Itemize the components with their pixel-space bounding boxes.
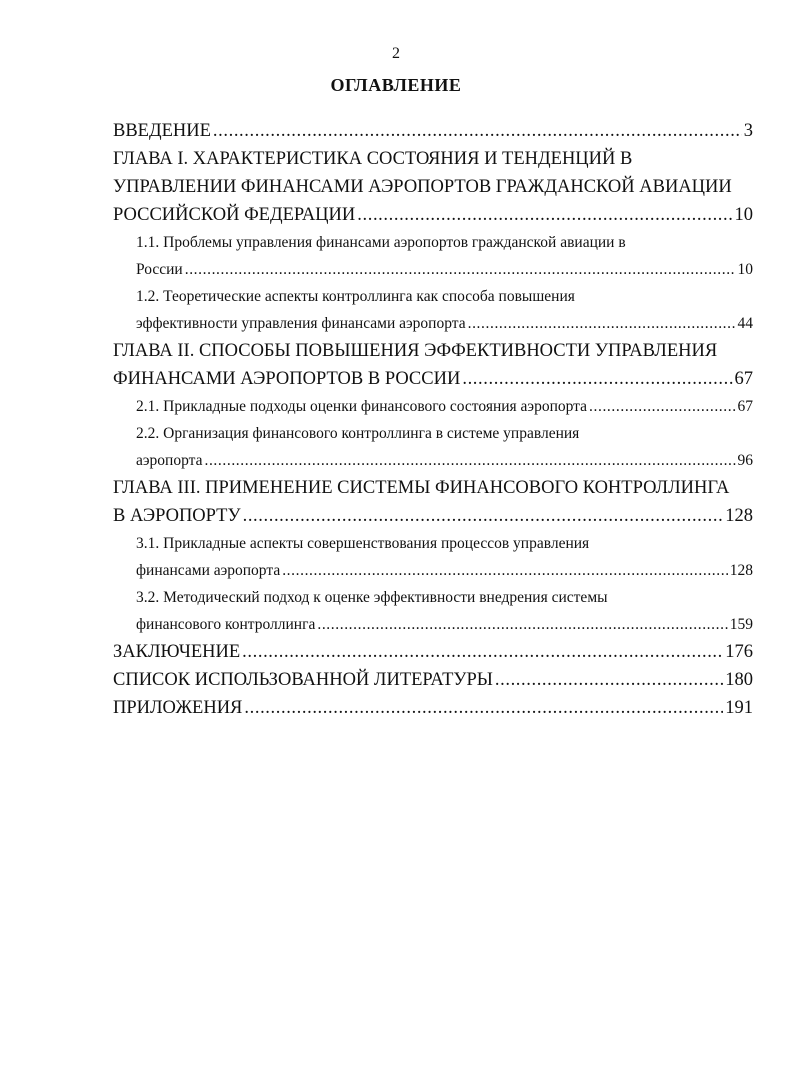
toc-entry-page: 176 <box>725 642 753 662</box>
toc-dot-leader <box>244 694 723 722</box>
toc-dot-leader <box>357 201 732 229</box>
toc-dot-leader <box>242 638 723 666</box>
toc-entry-title: 3.1. Прикладные аспекты совершенствования процессов управления <box>136 535 590 552</box>
toc-section-3-1-line-2[interactable] <box>113 557 753 584</box>
toc-entry-page: 3 <box>743 121 753 141</box>
toc-entry-intro[interactable] <box>113 117 753 145</box>
toc-section-2-1[interactable] <box>113 393 753 420</box>
toc-entry-title: СПИСОК ИСПОЛЬЗОВАННОЙ ЛИТЕРАТУРЫ <box>113 670 493 690</box>
toc-chapter-1-line-3[interactable] <box>113 201 753 229</box>
toc-section-3-2-line-1[interactable] <box>113 584 753 611</box>
toc-entry-title: 2.1. Прикладные подходы оценки финансового состояния аэропорта <box>136 398 588 415</box>
page-number: 2 <box>392 45 400 62</box>
toc-entry-title: ПРИЛОЖЕНИЯ <box>113 698 243 718</box>
toc-entry-page: 128 <box>729 562 753 579</box>
toc-chapter-1-line-2[interactable] <box>113 173 753 201</box>
toc-entry-appendix[interactable] <box>113 694 753 722</box>
toc-entry-title: ГЛАВА II. СПОСОБЫ ПОВЫШЕНИЯ ЭФФЕКТИВНОСТИ УПРАВЛЕНИЯ <box>113 341 718 361</box>
toc-chapter-2-line-2[interactable] <box>113 365 753 393</box>
toc-dot-leader <box>468 310 736 337</box>
toc-dot-leader <box>317 611 727 638</box>
toc-entry-title: ЗАКЛЮЧЕНИЕ <box>113 642 241 662</box>
toc-section-1-2-line-2[interactable] <box>113 310 753 337</box>
toc-entry-title: ГЛАВА III. ПРИМЕНЕНИЕ СИСТЕМЫ ФИНАНСОВОГО КОНТРОЛЛИНГА <box>113 478 730 498</box>
toc-section-1-2-line-1[interactable] <box>113 283 753 310</box>
toc-entry-page: 191 <box>725 698 753 718</box>
toc-entry-title: 1.2. Теоретические аспекты контроллинга как способа повышения <box>136 288 575 305</box>
toc-entry-page: 10 <box>734 205 753 225</box>
toc-dot-leader <box>213 117 742 145</box>
toc-entry-page: 96 <box>737 452 753 469</box>
toc-entry-title: аэропорта <box>136 452 203 469</box>
toc-entry-page: 159 <box>729 616 753 633</box>
toc-section-2-2-line-1[interactable] <box>113 420 753 447</box>
toc-entry-title: РОССИЙСКОЙ ФЕДЕРАЦИИ <box>113 205 356 225</box>
toc-entry-title: ФИНАНСАМИ АЭРОПОРТОВ В РОССИИ <box>113 369 461 389</box>
toc-entry-title: В АЭРОПОРТУ <box>113 506 241 526</box>
toc-entry-title: ГЛАВА I. ХАРАКТЕРИСТИКА СОСТОЯНИЯ И ТЕНДЕНЦИЙ В <box>113 149 633 169</box>
toc-entry-page: 128 <box>725 506 753 526</box>
toc-entry-title: финансового контроллинга <box>136 616 316 633</box>
toc-dot-leader <box>243 502 724 530</box>
table-of-contents <box>113 117 753 722</box>
toc-entry-page: 10 <box>737 261 753 278</box>
toc-entry-title: России <box>136 261 183 278</box>
toc-entry-conclusion[interactable] <box>113 638 753 666</box>
page-title: ОГЛАВЛЕНИЕ <box>330 75 462 95</box>
toc-chapter-3-line-2[interactable] <box>113 502 753 530</box>
toc-chapter-1-line-1[interactable] <box>113 145 753 173</box>
toc-entry-title: 3.2. Методический подход к оценке эффективности внедрения системы <box>136 589 608 606</box>
toc-section-3-2-line-2[interactable] <box>113 611 753 638</box>
toc-entry-title: 2.2. Организация финансового контроллинга в системе управления <box>136 425 580 442</box>
toc-section-3-1-line-1[interactable] <box>113 530 753 557</box>
toc-entry-references[interactable] <box>113 666 753 694</box>
toc-entry-page: 44 <box>737 315 753 332</box>
toc-dot-leader <box>589 393 735 420</box>
toc-dot-leader <box>185 256 736 283</box>
toc-entry-title: УПРАВЛЕНИИ ФИНАНСАМИ АЭРОПОРТОВ ГРАЖДАНСКОЙ АВИАЦИИ <box>113 177 732 197</box>
toc-section-2-2-line-2[interactable] <box>113 447 753 474</box>
toc-entry-page: 180 <box>725 670 753 690</box>
toc-dot-leader <box>204 447 735 474</box>
toc-entry-page: 67 <box>737 398 753 415</box>
toc-entry-page: 67 <box>734 369 753 389</box>
toc-entry-title: 1.1. Проблемы управления финансами аэропортов гражданской авиации в <box>136 234 626 251</box>
toc-chapter-3-line-1[interactable] <box>113 474 753 502</box>
toc-entry-title: финансами аэропорта <box>136 562 281 579</box>
toc-chapter-2-line-1[interactable] <box>113 337 753 365</box>
toc-section-1-1-line-1[interactable] <box>113 229 753 256</box>
toc-dot-leader <box>495 666 723 694</box>
toc-entry-title: ВВЕДЕНИЕ <box>113 121 211 141</box>
toc-dot-leader <box>462 365 732 393</box>
toc-dot-leader <box>282 557 728 584</box>
toc-section-1-1-line-2[interactable] <box>113 256 753 283</box>
toc-entry-title: эффективности управления финансами аэропорта <box>136 315 466 332</box>
